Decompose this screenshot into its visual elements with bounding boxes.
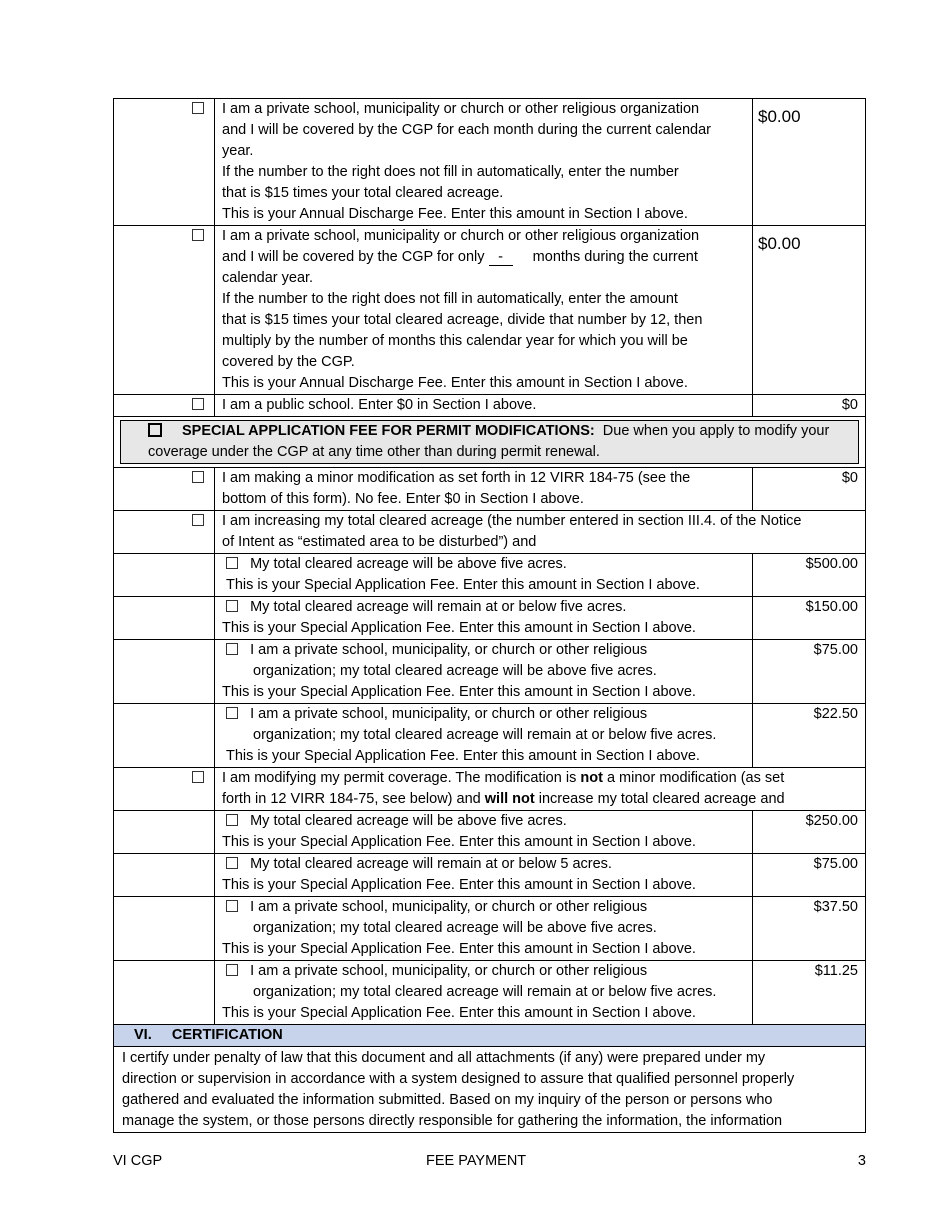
table-row xyxy=(114,511,866,554)
certification-header-row xyxy=(114,1025,866,1047)
table-row xyxy=(114,395,866,417)
fee-amount-field[interactable]: $0.00 xyxy=(758,107,801,126)
certification-text: I certify under penalty of law that this document and all attachments (if any) were prepared under my xyxy=(122,1050,766,1066)
table-row xyxy=(114,226,866,395)
checkbox-public-school[interactable] xyxy=(192,398,204,410)
checkbox-increase-religious-above[interactable] xyxy=(226,643,238,655)
checkbox-increase-acreage[interactable] xyxy=(192,514,204,526)
table-row: My total cleared acreage will be above five acres. This is your Special Application Fee. Enter this amount in Section I above. $250.00 xyxy=(114,811,866,854)
checkbox-modify-above-five[interactable] xyxy=(226,814,238,826)
table-row: My total cleared acreage will remain at or below five acres. This is your Special Application Fee. Enter this amount in Section I above. $150.00 xyxy=(114,597,866,640)
certification-text: gathered and evaluated the information submitted. Based on my inquiry of the person or persons who xyxy=(122,1092,773,1108)
option-text: I am modifying my permit coverage. The modification is not a minor modification (as set xyxy=(222,770,785,786)
option-text: multiply by the number of months this calendar year for which you will be xyxy=(222,333,688,349)
option-text: and I will be covered by the CGP for each month during the current calendar xyxy=(222,122,711,138)
option-text: I am making a minor modification as set forth in 12 VIRR 184-75 (see the xyxy=(222,470,691,486)
option-text: If the number to the right does not fill in automatically, enter the amount xyxy=(222,291,678,307)
table-row: My total cleared acreage will be above five acres. This is your Special Application Fee. Enter this amount in Section I above. $500.00 xyxy=(114,554,866,597)
option-text: This is your Annual Discharge Fee. Enter this amount in Section I above. xyxy=(222,206,688,222)
months-input[interactable]: - xyxy=(489,250,513,266)
checkbox-increase-religious-below[interactable] xyxy=(226,707,238,719)
table-row: I am a private school, municipality, or church or other religious organization; my total cleared acreage will be above five acres. This is your Special Application Fee. Enter this amount in Section I above. $75.00 xyxy=(114,640,866,704)
section-heading: VI. CERTIFICATION xyxy=(114,1025,866,1047)
checkbox-minor-modification[interactable] xyxy=(192,471,204,483)
table-row xyxy=(114,468,866,511)
checkbox-increase-below-five[interactable] xyxy=(226,600,238,612)
option-text: I am increasing my total cleared acreage (the number entered in section III.4. of the Notice xyxy=(222,513,802,529)
option-text: I am a private school, municipality or church or other religious organization xyxy=(222,228,700,244)
footer-section-title: FEE PAYMENT xyxy=(426,1153,527,1169)
checkbox-private-full-year[interactable] xyxy=(192,102,204,114)
fee-amount-field[interactable]: $0.00 xyxy=(758,234,801,253)
checkbox-special-fee[interactable] xyxy=(148,423,162,437)
fee-table xyxy=(113,98,866,1133)
option-text: If the number to the right does not fill in automatically, enter the number xyxy=(222,164,679,180)
special-fee-title: SPECIAL APPLICATION FEE FOR PERMIT MODIFICATIONS: xyxy=(182,423,595,439)
option-text: and I will be covered by the CGP for only - months during the current xyxy=(222,249,698,265)
option-text: of Intent as “estimated area to be disturbed”) and xyxy=(222,534,537,550)
fee-form-page xyxy=(113,98,866,1133)
option-text: that is $15 times your total cleared acreage, divide that number by 12, then xyxy=(222,312,703,328)
option-text: that is $15 times your total cleared acreage. xyxy=(222,185,504,201)
option-text: year. xyxy=(222,143,254,159)
table-row: I am a private school, municipality, or church or other religious organization; my total cleared acreage will remain at or below five acres. This is your Special Application Fee. Enter this amount in Section I above. $22.50 xyxy=(114,704,866,768)
option-text: forth in 12 VIRR 184-75, see below) and will not increase my total cleared acreage and xyxy=(222,791,785,807)
option-text: covered by the CGP. xyxy=(222,354,355,370)
fee-amount: $150.00 xyxy=(805,599,858,615)
checkbox-increase-above-five[interactable] xyxy=(226,557,238,569)
certification-text: manage the system, or those persons directly responsible for gathering the information, the information xyxy=(122,1113,783,1129)
checkbox-private-partial-year[interactable] xyxy=(192,229,204,241)
fee-amount: $250.00 xyxy=(805,813,858,829)
fee-amount: $22.50 xyxy=(813,706,858,722)
option-text: calendar year. xyxy=(222,270,314,286)
table-row: I am a private school, municipality, or church or other religious organization; my total cleared acreage will remain at or below five acres. This is your Special Application Fee. Enter this amount in Section I above. $11.25 xyxy=(114,961,866,1025)
page-number: 3 xyxy=(857,1153,866,1169)
fee-amount: $11.25 xyxy=(814,963,858,979)
table-row: My total cleared acreage will remain at or below 5 acres. This is your Special Application Fee. Enter this amount in Section I above. $75.00 xyxy=(114,854,866,897)
option-text: This is your Annual Discharge Fee. Enter this amount in Section I above. xyxy=(222,375,688,391)
fee-amount: $75.00 xyxy=(813,642,858,658)
option-text: I am a private school, municipality or church or other religious organization xyxy=(222,101,700,117)
footer-doc-name: VI CGP xyxy=(113,1153,163,1169)
special-fee-header: SPECIAL APPLICATION FEE FOR PERMIT MODIFICATIONS: Due when you apply to modify your coverage under the CGP at any time other than during permit renewal. xyxy=(120,420,859,464)
fee-amount: $500.00 xyxy=(805,556,858,572)
table-row xyxy=(114,768,866,811)
table-row: I am a private school, municipality, or church or other religious organization; my total cleared acreage will be above five acres. This is your Special Application Fee. Enter this amount in Section I above. $37.50 xyxy=(114,897,866,961)
fee-amount: $75.00 xyxy=(813,856,858,872)
fee-amount: $0 xyxy=(841,470,858,486)
fee-amount: $37.50 xyxy=(813,899,858,915)
certification-body-row xyxy=(114,1047,866,1133)
certification-text: direction or supervision in accordance with a system designed to assure that qualified personnel properly xyxy=(122,1071,795,1087)
checkbox-modify-coverage[interactable] xyxy=(192,771,204,783)
fee-amount: $0 xyxy=(841,397,858,413)
checkbox-modify-below-five[interactable] xyxy=(226,857,238,869)
option-text: I am a public school. Enter $0 in Section I above. xyxy=(222,397,537,413)
special-fee-header-row xyxy=(114,417,866,468)
checkbox-modify-religious-above[interactable] xyxy=(226,900,238,912)
option-text: bottom of this form). No fee. Enter $0 in Section I above. xyxy=(222,491,584,507)
checkbox-modify-religious-below[interactable] xyxy=(226,964,238,976)
table-row xyxy=(114,99,866,226)
